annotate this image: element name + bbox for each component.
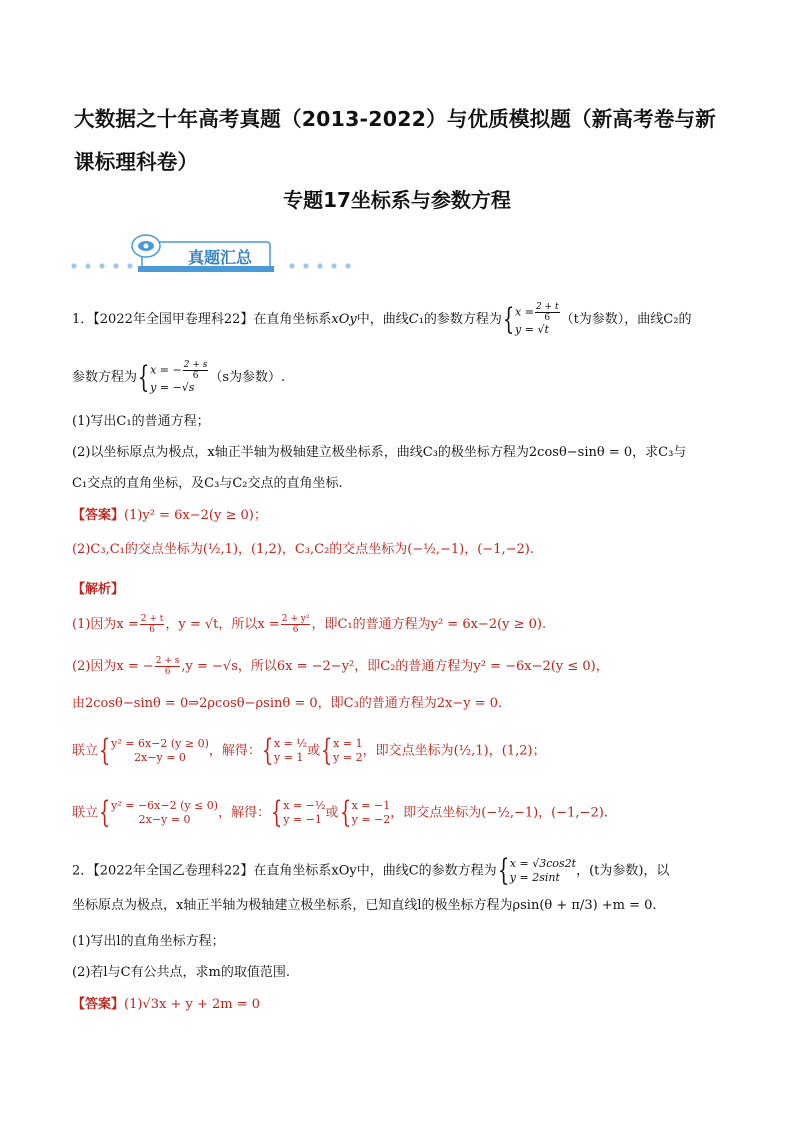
q2-part2: (2)若l与C有公共点，求m的取值范围. <box>72 965 290 980</box>
q1-answer1: 【答案】(1)y² = 6x−2(y ≥ 0)； <box>72 508 267 523</box>
q1-part1: (1)写出C₁的普通方程； <box>72 414 210 429</box>
banner-label: 真题汇总 <box>187 248 253 267</box>
q1-solution4: 联立{ y² = 6x−2 (y ≥ 0) 2x−y = 0 ，解得：{ x = ½ y = 1 或{ x = 1 y = 2 ，即交点坐标为(½,1)，(1,2)； <box>72 733 546 768</box>
q1-answer2: (2)C₃,C₁的交点坐标为(½,1)，(1,2)，C₃,C₂的交点坐标为(−½,−1)，(−1,−2). <box>72 542 534 557</box>
q1-solution1: (1)因为x = $\frac{2 + t}{6}$ ，y = √t，所以x = $\frac{\text{2 + y²}}{6}$ ，即C₁的普通方程为y² = 6x−2(y ≥ 0). <box>72 614 547 635</box>
q1-solution-tag: 【解析】 <box>72 582 125 597</box>
q1-part2: (2)以坐标原点为极点，x轴正半轴为极轴建立极坐标系，曲线C₃的极坐标方程为2cosθ−sinθ = 0，求C₃与 <box>72 445 687 460</box>
q1-line1: 1．【2022年全国甲卷理科22】在直角坐标系xOy中，曲线C₁的参数方程为{ x = $\frac{2 + t}{6}$ y = √t （t为参数），曲线C₂的 <box>72 301 692 337</box>
q1-solution5: 联立{ y² = −6x−2 (y ≤ 0) 2x−y = 0 ，解得：{ x = −½ y = −1 或{ x = −1 y = −2 ，即交点坐标为(−½,−1)，(−1,−2). <box>72 795 608 830</box>
section-banner <box>68 232 358 274</box>
eye-icon <box>132 235 160 257</box>
q2-line1: 2．【2022年全国乙卷理科22】在直角坐标系xOy中，曲线C的参数方程为{ x = √3cos2t y = 2sint ，(t为参数)，以 <box>72 853 670 888</box>
document-title: 大数据之十年高考真题（2013-2022）与优质模拟题（新高考卷与新课标理科卷） <box>74 107 716 174</box>
q2-line2: 坐标原点为极点，x轴正半轴为极轴建立极坐标系，已知直线l的极坐标方程为ρsin(θ + π/3) +m = 0. <box>72 898 657 913</box>
q1-line2: 参数方程为{ x = − $\frac{2 + s}{6}$ y = −√s （s为参数）. <box>72 359 286 395</box>
q1-solution3: 由2cosθ−sinθ = 0⇒2ρcosθ−ρsinθ = 0，即C₃的普通方程为2x−y = 0. <box>72 696 503 711</box>
q2-part1: (1)写出l的直角坐标方程； <box>72 934 225 949</box>
q2-answer1: 【答案】(1)√3x + y + 2m = 0 <box>72 997 261 1012</box>
document-subtitle: 专题17坐标系与参数方程 <box>283 188 511 212</box>
q1-solution2: (2)因为x = − $\frac{2 + s}{6}$ ,y = −√s，所以6x = −2−y²，即C₂的普通方程为y² = −6x−2(y ≤ 0)， <box>72 656 609 677</box>
q1-part2-cont: C₁交点的直角坐标，及C₃与C₂交点的直角坐标. <box>72 476 343 491</box>
